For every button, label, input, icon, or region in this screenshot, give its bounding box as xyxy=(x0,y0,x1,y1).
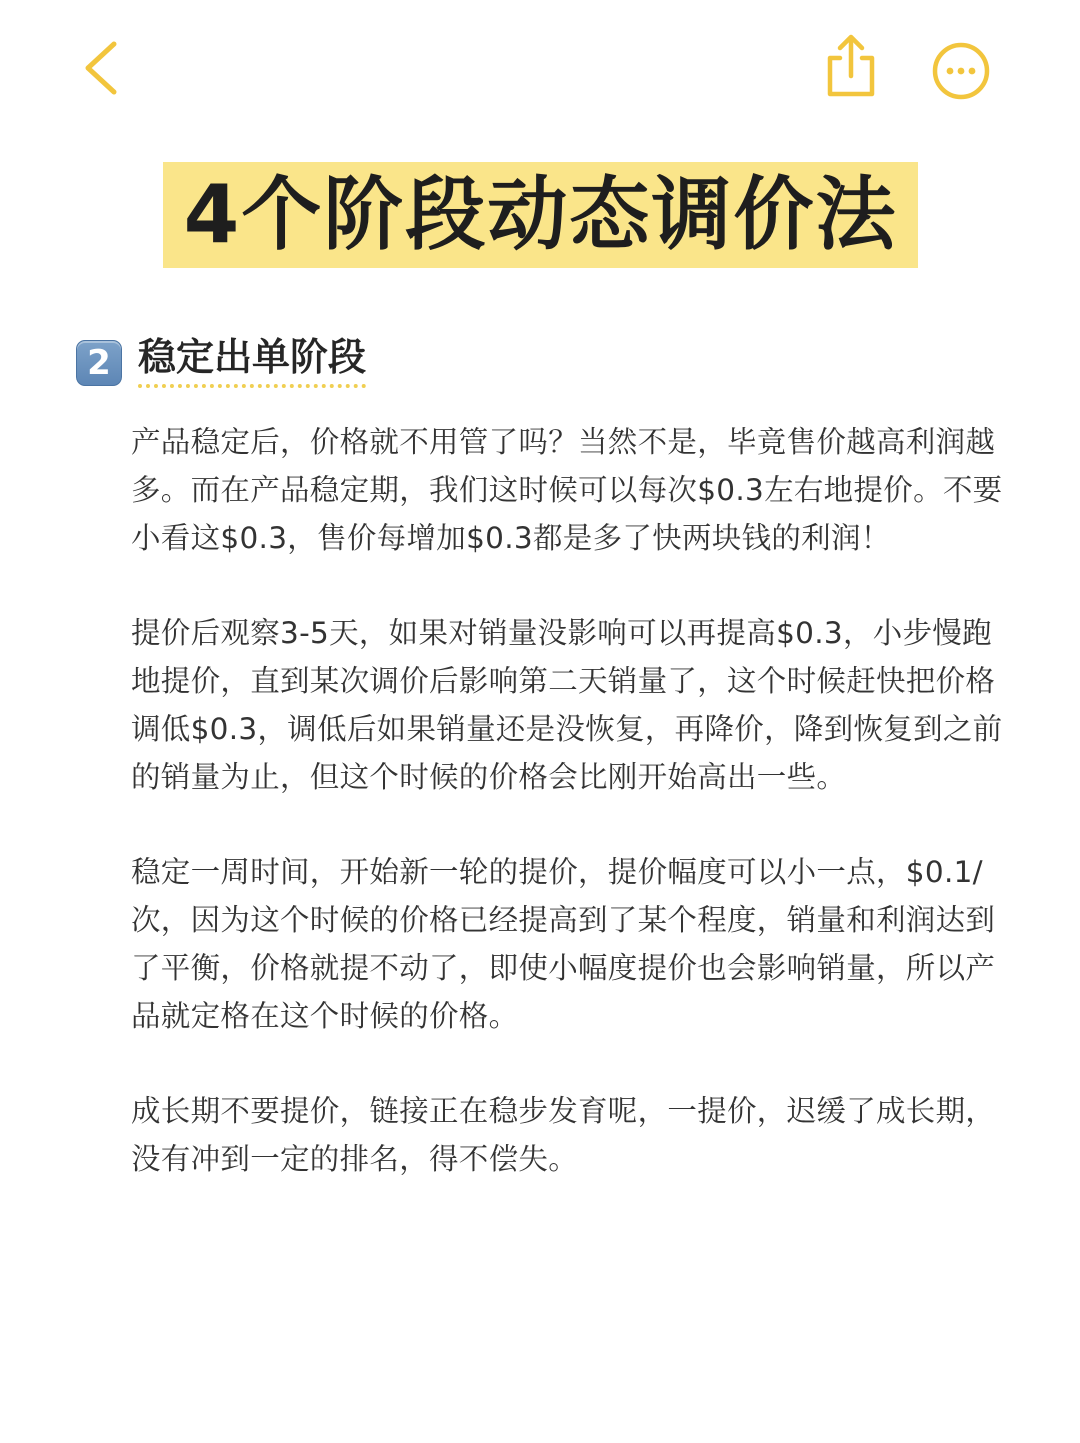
share-icon xyxy=(822,32,880,102)
top-bar xyxy=(0,0,1080,140)
page-title: 4个阶段动态调价法 xyxy=(183,168,898,261)
share-button[interactable] xyxy=(822,32,880,102)
more-button[interactable] xyxy=(930,40,992,102)
back-button[interactable] xyxy=(78,36,126,100)
number-badge: 2 xyxy=(76,340,122,386)
paragraph: 成长期不要提价，链接正在稳步发育呢，一提价，迟缓了成长期，没有冲到一定的排名，得不偿失。 xyxy=(131,1094,996,1176)
title-highlight xyxy=(163,162,918,268)
more-icon xyxy=(930,40,992,102)
paragraph: 稳定一周时间，开始新一轮的提价，提价幅度可以小一点，$0.1/次，因为这个时候的价格已经提高到了某个程度，销量和利润达到了平衡，价格就提不动了，即使小幅度提价也会影响销量，所以产品就定格在这个时候的价格。 xyxy=(131,855,996,1033)
section-header xyxy=(76,336,366,390)
article-body xyxy=(131,418,1011,1230)
section-title: 稳定出单阶段 xyxy=(138,338,366,388)
paragraph: 产品稳定后，价格就不用管了吗？当然不是，毕竟售价越高利润越多。而在产品稳定期，我们这时候可以每次$0.3左右地提价。不要小看这$0.3，售价每增加$0.3都是多了快两块钱的利润！ xyxy=(131,425,1003,555)
paragraph: 提价后观察3-5天，如果对销量没影响可以再提高$0.3，小步慢跑地提价，直到某次调价后影响第二天销量了，这个时候赶快把价格调低$0.3，调低后如果销量还是没恢复，再降价，降到恢复到之前的销量为止，但这个时候的价格会比刚开始高出一些。 xyxy=(131,616,1003,794)
chevron-left-icon xyxy=(78,36,126,100)
